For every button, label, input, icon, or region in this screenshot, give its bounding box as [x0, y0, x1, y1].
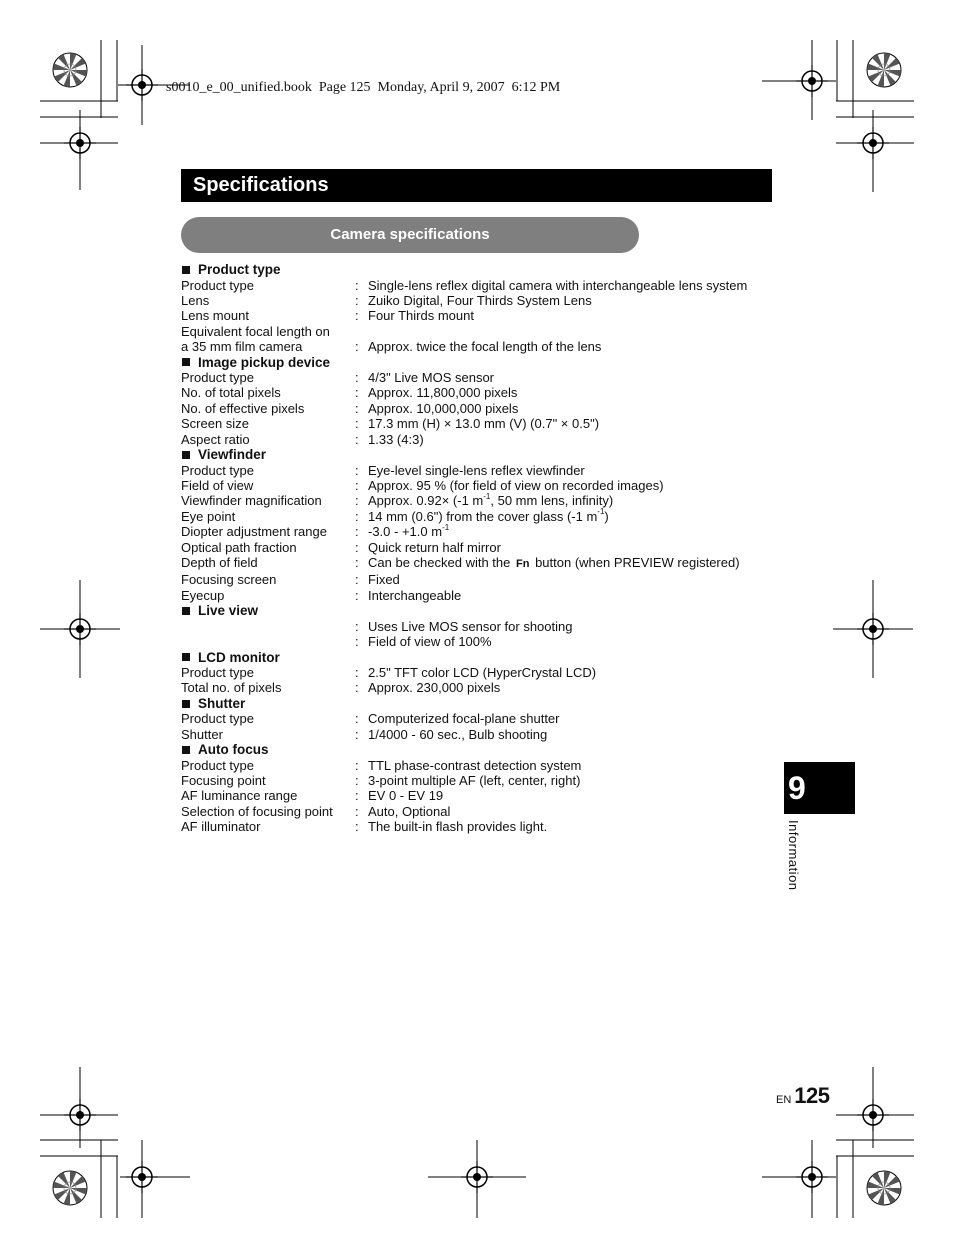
spec-row [181, 619, 781, 634]
spec-label: Selection of focusing point [181, 803, 333, 819]
spec-separator: : [355, 416, 359, 432]
spec-separator: : [355, 680, 359, 696]
spec-separator: : [355, 493, 359, 509]
spec-row [181, 478, 781, 493]
spec-value [368, 680, 781, 695]
spec-value-text: Quick return half mirror [368, 539, 501, 555]
section-heading [181, 742, 781, 758]
page-number [776, 1083, 830, 1109]
spec-value-text: EV 0 - EV 19 [368, 788, 444, 804]
section-heading-text: Image pickup device [198, 354, 331, 370]
square-bullet-icon [182, 607, 190, 615]
spec-separator: : [355, 477, 359, 493]
spec-separator: : [355, 539, 359, 555]
spec-label: Product type [181, 665, 254, 681]
spec-row [181, 463, 781, 478]
spec-row [181, 804, 781, 819]
spec-value [368, 308, 781, 323]
spec-section [181, 603, 781, 649]
spec-row [181, 680, 781, 695]
fn-button-icon: Fn [516, 558, 530, 570]
chapter-label: Information [786, 820, 801, 891]
spec-section [181, 262, 781, 355]
square-bullet-icon [182, 700, 190, 708]
spec-separator: : [355, 634, 359, 650]
square-bullet-icon [182, 746, 190, 754]
spec-label: Product type [181, 711, 254, 727]
spec-value-text: Approx. 11,800,000 pixels [368, 385, 518, 401]
unit-superscript: -1 [597, 507, 605, 517]
spec-value [368, 819, 781, 834]
spec-value-text: Uses Live MOS sensor for shooting [368, 618, 573, 634]
chapter-tab: 9 [784, 762, 855, 814]
spec-separator: : [355, 618, 359, 634]
section-heading-text: LCD monitor [198, 649, 280, 665]
spec-row [181, 727, 781, 742]
spec-separator: : [355, 803, 359, 819]
spec-value [368, 493, 781, 508]
section-heading-text: Viewfinder [198, 447, 267, 463]
spec-row [181, 540, 781, 555]
spec-value [368, 416, 781, 431]
spec-label: Viewfinder magnification [181, 493, 322, 509]
spec-label: Depth of field [181, 555, 258, 570]
page-title: Specifications [181, 169, 772, 202]
spec-row [181, 416, 781, 431]
spec-row [181, 385, 781, 400]
square-bullet-icon [182, 451, 190, 459]
spec-value-text: Approx. 230,000 pixels [368, 680, 501, 696]
spec-separator: : [355, 524, 359, 540]
spec-row [181, 819, 781, 834]
spec-value-text: Eye-level single-lens reflex viewfinder [368, 462, 585, 478]
spec-value-text: 17.3 mm (H) × 13.0 mm (V) (0.7" × 0.5") [368, 416, 600, 432]
spec-label: Shutter [181, 726, 223, 742]
spec-value [368, 324, 781, 339]
spec-value-text: Approx. 95 % (for field of view on recorded images) [368, 477, 664, 493]
spec-label: Lens [181, 292, 210, 308]
spec-separator: : [355, 555, 359, 570]
spec-value [368, 385, 781, 400]
spec-label: Screen size [181, 416, 249, 432]
spec-section [181, 355, 781, 448]
section-heading-text: Auto focus [198, 742, 269, 758]
spec-value [368, 758, 781, 773]
spec-value [368, 524, 781, 539]
spec-label: No. of total pixels [181, 385, 281, 401]
spec-row [181, 711, 781, 726]
spec-label [181, 634, 355, 649]
spec-value [368, 432, 781, 447]
spec-separator: : [355, 757, 359, 773]
spec-separator: : [355, 773, 359, 789]
spec-value [368, 509, 781, 524]
spec-separator: : [355, 587, 359, 603]
section-heading [181, 262, 781, 278]
spec-separator: : [355, 665, 359, 681]
spec-label: Diopter adjustment range [181, 524, 327, 540]
spec-row [181, 493, 781, 508]
section-heading [181, 696, 781, 712]
spec-value [368, 278, 781, 293]
section-heading-text: Live view [198, 603, 259, 619]
spec-row [181, 370, 781, 385]
spec-value-text: Approx. twice the focal length of the lens [368, 339, 602, 355]
spec-separator: : [355, 788, 359, 804]
spec-section [181, 742, 781, 835]
spec-value [368, 634, 781, 649]
spec-separator: : [355, 370, 359, 386]
spec-value-text: Approx. 0.92× (-1 m [368, 493, 484, 509]
spec-row [181, 665, 781, 680]
spec-separator: : [355, 431, 359, 447]
spec-separator: : [355, 508, 359, 524]
spec-value [368, 293, 781, 308]
square-bullet-icon [182, 358, 190, 366]
spec-value-text: Four Thirds mount [368, 308, 474, 324]
spec-value-text: TTL phase-contrast detection system [368, 757, 582, 773]
spec-label [181, 619, 355, 634]
spec-label: Optical path fraction [181, 539, 297, 555]
section-heading-text: Shutter [198, 695, 246, 711]
spec-value-text: 4/3" Live MOS sensor [368, 370, 495, 386]
spec-separator: : [355, 819, 359, 835]
spec-separator: : [355, 277, 359, 293]
spec-value [368, 555, 781, 572]
spec-separator: : [355, 400, 359, 416]
spec-row [181, 555, 781, 572]
spec-row [181, 293, 781, 308]
spec-separator: : [355, 385, 359, 401]
spec-row [181, 339, 781, 354]
spec-value-suffix: ) [604, 508, 609, 524]
spec-label: Product type [181, 370, 254, 386]
spec-label: Focusing screen [181, 572, 277, 588]
spec-label: Aspect ratio [181, 431, 250, 447]
spec-value-text: Approx. 10,000,000 pixels [368, 400, 519, 416]
spec-value [368, 788, 781, 803]
spec-row [181, 758, 781, 773]
spec-value [368, 588, 781, 603]
spec-value-text: Field of view of 100% [368, 634, 492, 650]
spec-value-text: Fixed [368, 572, 400, 588]
spec-section [181, 447, 781, 603]
spec-value [368, 773, 781, 788]
spec-section [181, 696, 781, 742]
spec-label: a 35 mm film camera [181, 339, 303, 355]
spec-value [368, 665, 781, 680]
spec-value-text: Zuiko Digital, Four Thirds System Lens [368, 292, 592, 308]
spec-row [181, 278, 781, 293]
spec-value-text: Auto, Optional [368, 803, 451, 819]
spec-label: Product type [181, 462, 254, 478]
spec-row [181, 634, 781, 649]
spec-value [368, 370, 781, 385]
page-number-value: 125 [794, 1083, 830, 1108]
spec-row [181, 524, 781, 539]
spec-value-text: Interchangeable [368, 587, 462, 603]
spec-separator: : [355, 726, 359, 742]
spec-label: Eyecup [181, 587, 225, 603]
spec-section [181, 650, 781, 696]
spec-value-suffix: button (when PREVIEW registered) [531, 555, 740, 570]
section-heading [181, 603, 781, 619]
spec-row [181, 788, 781, 803]
spec-value-text: The built-in flash provides light. [368, 819, 548, 835]
square-bullet-icon [182, 653, 190, 661]
spec-value [368, 401, 781, 416]
spec-row [181, 572, 781, 587]
section-heading-text: Product type [198, 262, 281, 277]
spec-value-text: -3.0 - +1.0 m [368, 524, 443, 540]
spec-value-text: Computerized focal-plane shutter [368, 711, 560, 727]
spec-row [181, 432, 781, 447]
spec-value [368, 478, 781, 493]
book-header: s0010_e_00_unified.book Page 125 Monday, April 9, 2007 6:12 PM [166, 80, 561, 95]
spec-value-text: 14 mm (0.6") from the cover glass (-1 m [368, 508, 598, 524]
spec-value [368, 619, 781, 634]
spec-value-text: 1.33 (4:3) [368, 431, 424, 447]
spec-separator: : [355, 462, 359, 478]
spec-value [368, 804, 781, 819]
spec-label: Total no. of pixels [181, 680, 282, 696]
spec-value [368, 463, 781, 478]
spec-row [181, 308, 781, 323]
spec-value [368, 339, 781, 354]
section-heading [181, 447, 781, 463]
spec-separator [355, 324, 368, 339]
section-heading [181, 650, 781, 666]
spec-label: Lens mount [181, 308, 249, 324]
spec-separator: : [355, 711, 359, 727]
unit-superscript: -1 [442, 522, 450, 532]
spec-label: Focusing point [181, 773, 266, 789]
spec-label: Product type [181, 757, 254, 773]
spec-value [368, 540, 781, 555]
section-heading [181, 355, 781, 371]
spec-value-text: Single-lens reflex digital camera with interchangeable lens system [368, 277, 748, 293]
spec-label: Field of view [181, 477, 254, 493]
spec-separator: : [355, 339, 359, 355]
spec-label: No. of effective pixels [181, 400, 305, 416]
spec-separator: : [355, 292, 359, 308]
spec-row [181, 509, 781, 524]
spec-value-text: 2.5" TFT color LCD (HyperCrystal LCD) [368, 665, 597, 681]
spec-value-text: Can be checked with the [368, 555, 511, 570]
spec-label: Eye point [181, 508, 236, 524]
spec-value [368, 727, 781, 742]
language-code: EN [776, 1094, 792, 1106]
spec-value-text: 1/4000 - 60 sec., Bulb shooting [368, 726, 548, 742]
spec-value [368, 572, 781, 587]
spec-label: AF luminance range [181, 788, 298, 804]
square-bullet-icon [182, 266, 190, 274]
spec-separator: : [355, 308, 359, 324]
unit-superscript: -1 [483, 492, 491, 502]
spec-label: Product type [181, 277, 254, 293]
spec-row [181, 401, 781, 416]
spec-value-text: 3-point multiple AF (left, center, right) [368, 773, 581, 789]
spec-label: Equivalent focal length on [181, 323, 330, 339]
spec-label: AF illuminator [181, 819, 261, 835]
spec-row [181, 773, 781, 788]
spec-row [181, 588, 781, 603]
spec-separator: : [355, 572, 359, 588]
spec-list [181, 262, 781, 835]
spec-row [181, 324, 781, 339]
section-subtitle: Camera specifications [181, 217, 639, 253]
spec-value [368, 711, 781, 726]
spec-value-suffix: , 50 mm lens, infinity) [490, 493, 614, 509]
